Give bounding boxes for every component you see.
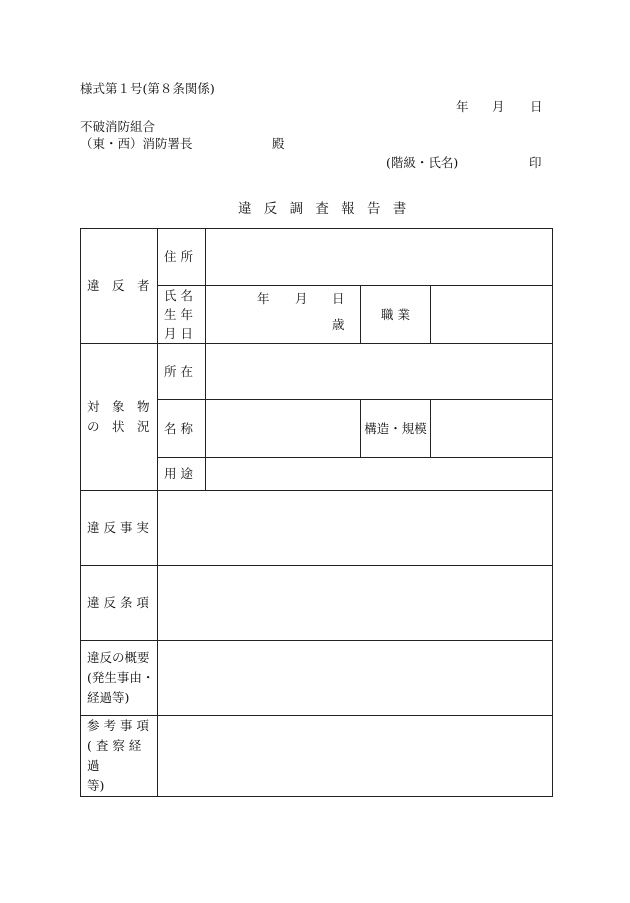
summary-label: 違反の概要 (発生事由・ 経過等): [81, 641, 158, 716]
date-day: 日: [530, 99, 543, 114]
violator-address-row: [81, 229, 553, 286]
dob-day: 日: [332, 290, 345, 306]
violation-facts-row: [81, 491, 553, 566]
summary-row: [81, 641, 553, 716]
addressee-org: 不破消防組合: [80, 119, 156, 134]
dob-month: 月: [295, 290, 308, 306]
violation-clause-row: [81, 566, 553, 641]
summary-field[interactable]: [158, 641, 553, 716]
violation-clause-label: 違 反 条 項: [81, 566, 158, 641]
address-label: 住 所: [158, 229, 206, 286]
occupation-label: 職 業: [361, 286, 431, 344]
name-dob-label: 氏 名 生 年 月 日: [158, 286, 206, 344]
addressee-honorific: 殿: [272, 136, 285, 151]
violation-clause-field[interactable]: [158, 566, 553, 641]
reporter-rank-name: (階級・氏名): [386, 155, 459, 170]
document-title: 違 反 調 査 報 告 書: [238, 201, 411, 217]
occupation-field[interactable]: [431, 286, 553, 344]
reference-field[interactable]: [158, 716, 553, 797]
target-section-label: 対 象 物 の 状 況: [81, 344, 158, 491]
violation-facts-field[interactable]: [158, 491, 553, 566]
date-month: 月: [492, 99, 505, 114]
structure-field[interactable]: [431, 400, 553, 458]
dob-year: 年: [257, 290, 270, 306]
age-suffix: 歳: [332, 316, 345, 332]
addressee-chief: （東・西）消防署長: [80, 136, 193, 151]
target-location-row: [81, 344, 553, 400]
location-label: 所 在: [158, 344, 206, 400]
target-name-field[interactable]: [206, 400, 361, 458]
report-form-table: [80, 228, 553, 797]
reference-row: [81, 716, 553, 797]
reference-label: 参 考 事 項 ( 査 察 経 過 等): [81, 716, 158, 797]
reporter-seal: 印: [529, 155, 542, 170]
address-field[interactable]: [206, 229, 553, 286]
violation-facts-label: 違 反 事 実: [81, 491, 158, 566]
location-field[interactable]: [206, 344, 553, 400]
use-label: 用 途: [158, 458, 206, 491]
violator-section-label: 違 反 者: [81, 229, 158, 344]
date-year: 年: [456, 99, 469, 114]
name-dob-field[interactable]: [206, 286, 361, 344]
structure-label: 構造・規模: [361, 400, 431, 458]
target-name-label: 名 称: [158, 400, 206, 458]
use-field[interactable]: [206, 458, 553, 491]
form-number: 様式第１号(第８条関係): [80, 81, 215, 96]
